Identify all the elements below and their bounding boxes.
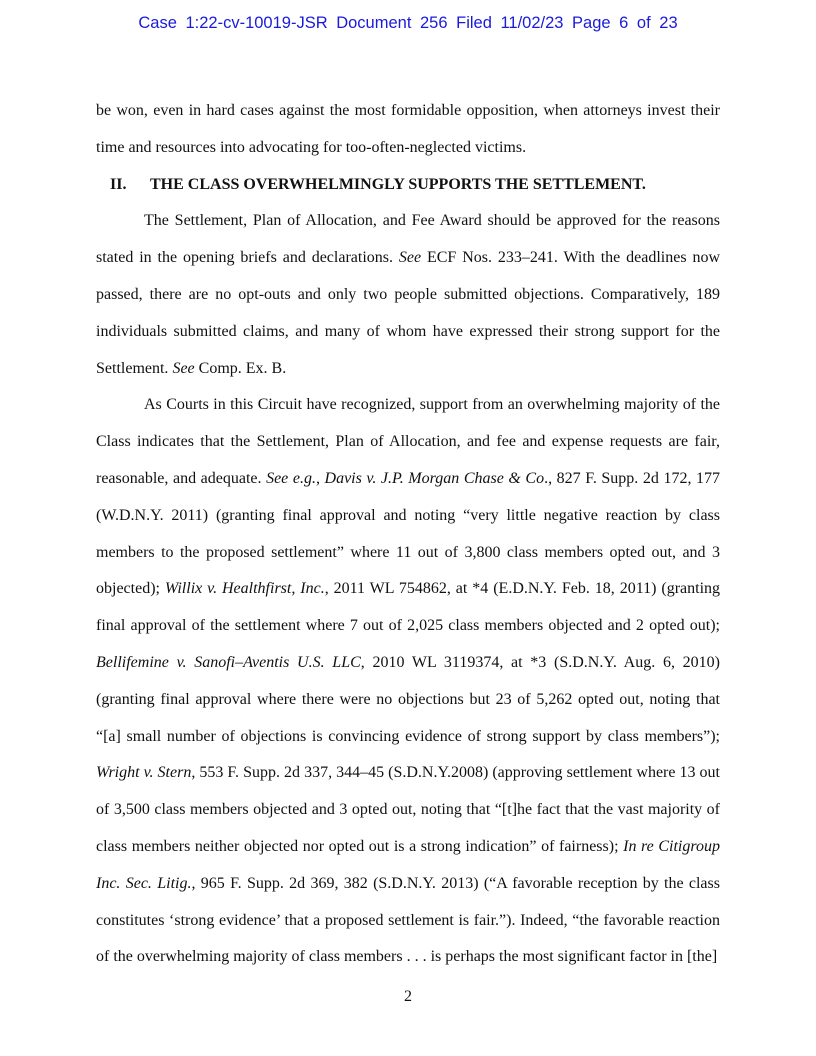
paragraph-continuation: be won, even in hard cases against the most formidable opposition, when attorneys invest their time and resources into advocating for too-often-neglected victims. bbox=[96, 102, 720, 156]
case-citation: Wright v. Stern bbox=[96, 764, 192, 782]
case-header: Case 1:22-cv-10019-JSR Document 256 Filed 11/02/23 Page 6 of 23 bbox=[138, 14, 678, 32]
text-segment: As Courts in this Circuit have recognized, support from an overwhelming majority of the Class indicates that the Settlement, Plan of Allocation, and fee and expense requests are fair, reasonable, and adequate. bbox=[96, 396, 720, 487]
section-title: THE CLASS OVERWHELMINGLY SUPPORTS THE SETTLEMENT. bbox=[150, 175, 646, 193]
text-segment: Comp. Ex. B. bbox=[194, 359, 287, 377]
section-heading bbox=[96, 167, 720, 204]
document-body bbox=[96, 93, 720, 976]
paragraph-settlement-approval bbox=[96, 203, 720, 387]
text-segment: The Settlement, Plan of Allocation, and Fee Award should be approved for the reasons stated in the opening briefs and declarations. bbox=[96, 212, 720, 267]
text-segment: , 2010 WL 3119374, at *3 (S.D.N.Y. Aug. 6, 2010) (granting final approval where there were no objections but 23 of 5,262 opted out, noting that “[a] small number of objections is convincing evidence of strong support by class members”); bbox=[96, 653, 720, 745]
text-segment: ., 827 F. Supp. 2d 172, 177 (W.D.N.Y. 2011) (granting final approval and noting “very little negative reaction by class members to the proposed settlement” where 11 out of 3,800 class members opted out, and 3 objected); bbox=[96, 469, 721, 598]
case-citation: See e.g., Davis v. J.P. Morgan Chase & Co bbox=[266, 469, 545, 487]
paragraph-circuit-precedent bbox=[96, 387, 720, 976]
text-segment: ECF Nos. 233–241. With the deadlines now passed, there are no opt-outs and only two people submitted objections. Comparatively, 189 individuals submitted claims, and many of whom have expressed their strong support for the Settlement. bbox=[96, 249, 721, 377]
text-segment: , 2011 WL 754862, at *4 (E.D.N.Y. Feb. 18, 2011) (granting final approval of the settlement where 7 out of 2,025 class members objected and 2 opted out); bbox=[96, 580, 721, 635]
text-segment: , 965 F. Supp. 2d 369, 382 (S.D.N.Y. 2013) (“A favorable reception by the class constitutes ‘strong evidence’ that a proposed settlement is fair.”). Indeed, “the favorable reaction of the overwhelming majority of class members . . . is perhaps the most significant factor in [the] bbox=[96, 874, 720, 966]
page-number: 2 bbox=[404, 988, 412, 1005]
case-citation: In re Citigroup Inc. Sec. Litig. bbox=[96, 837, 721, 892]
case-citation: Bellifemine v. Sanofi–Aventis U.S. LLC bbox=[96, 653, 361, 671]
case-citation: Willix v. Healthfirst, Inc. bbox=[164, 580, 325, 598]
section-number: II. bbox=[110, 175, 127, 193]
signal-see: See bbox=[398, 249, 422, 267]
signal-see: See bbox=[172, 359, 195, 377]
text-segment: , 553 F. Supp. 2d 337, 344–45 (S.D.N.Y.2008) (approving settlement where 13 out of 3,500 class members objected and 3 opted out, noting that “[t]he fact that the vast majority of class members neither objected nor opted out is a strong indication” of fairness); bbox=[96, 764, 721, 855]
